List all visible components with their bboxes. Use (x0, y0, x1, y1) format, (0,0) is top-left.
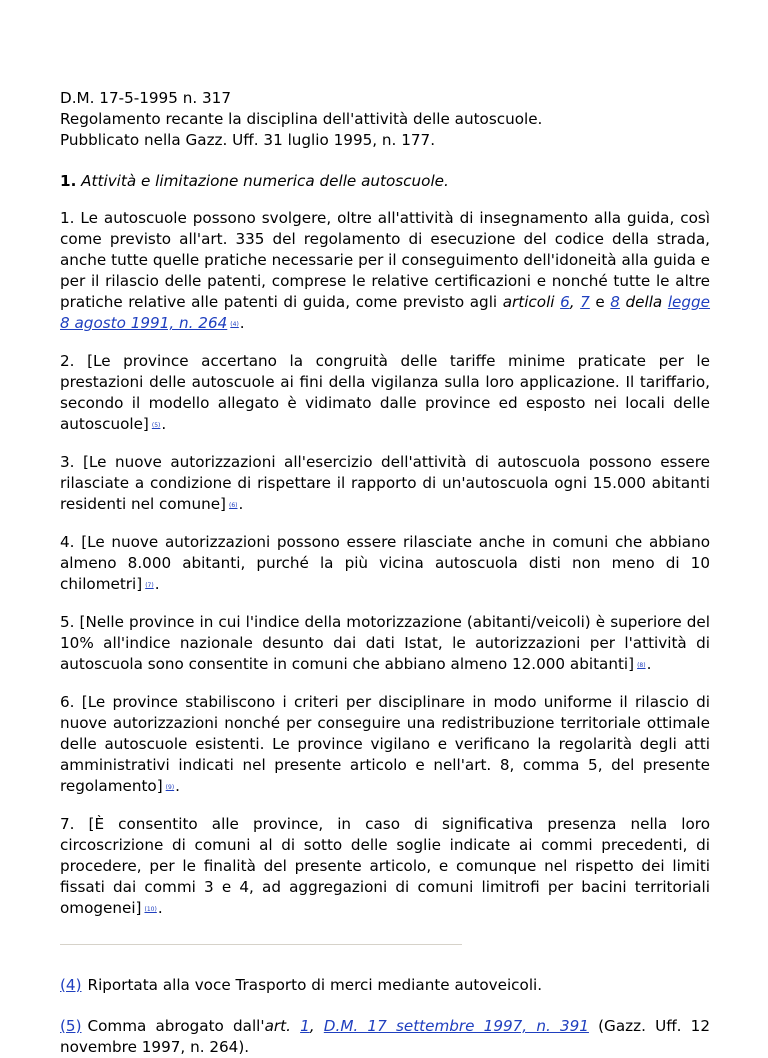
footnote-5-text: Comma abrogato dall' (87, 1017, 265, 1035)
period: . (161, 415, 167, 433)
period: . (157, 899, 163, 917)
paragraph-4 (60, 532, 710, 596)
footnote-ref-10[interactable]: (10) (144, 906, 157, 913)
footnote-ref-5[interactable]: (5) (151, 422, 161, 429)
link-dm-391[interactable]: D.M. 17 settembre 1997, n. 391 (323, 1017, 589, 1035)
comma-separator: , (569, 293, 581, 311)
paragraph-1 (60, 208, 710, 335)
conjunction: e (589, 293, 611, 311)
footnote-ref-6[interactable]: (6) (228, 502, 238, 509)
decree-title: Regolamento recante la disciplina dell'attività delle autoscuole. (60, 110, 543, 128)
footnote-ref-8[interactable]: (8) (637, 662, 646, 669)
footnote-5-publication: (Gazz. Uff. 12 novembre 1997, n. 264). (60, 1017, 711, 1056)
document-header (60, 88, 710, 151)
document-body (60, 88, 710, 1058)
period: . (154, 575, 160, 593)
paragraph-2-text: 2. [Le province accertano la congruità delle tariffe minime praticate per le prestazioni delle autoscuole ai fini della vigilanza sulla loro applicazione. Il tariffario, secondo il modello allegato è vidimato dalle province ed esposto nei locali delle autoscuole] (60, 352, 710, 433)
footnote-ref-7[interactable]: (7) (145, 582, 154, 589)
footnote-5-backlink[interactable]: (5) (60, 1017, 82, 1035)
link-art-8[interactable]: 8 (610, 293, 620, 311)
article-number: 1. (60, 172, 77, 190)
period: . (238, 495, 244, 513)
paragraph-4-text: 4. [Le nuove autorizzazioni possono essere rilasciate anche in comuni che abbiano almeno 8.000 abitanti, purché la più vicina autoscuola disti non meno di 10 chilometri] (60, 533, 710, 593)
article-title: Attività e limitazione numerica delle autoscuole. (81, 172, 449, 190)
footnote-4 (60, 975, 710, 996)
paragraph-1-text: 1. Le autoscuole possono svolgere, oltre all'attività di insegnamento alla guida, così come previsto all'art. 335 del regolamento di esecuzione del codice della strada, anche tutte quelle pratiche necessarie per il conseguimento dell'idoneità alla guida e per il rilascio delle patenti, comprese le relative certificazioni e nonché tutte le altre pratiche relative alle patenti di guida, come previsto agli (60, 209, 710, 311)
art-label: art. (264, 1017, 291, 1035)
space (291, 1017, 300, 1035)
period: . (175, 777, 180, 795)
comma-separator: , (309, 1017, 324, 1035)
footnote-4-text: Riportata alla voce Trasporto di merci mediante autoveicoli. (87, 976, 543, 994)
footnote-5 (60, 1016, 710, 1058)
paragraph-7 (60, 814, 710, 920)
footnote-4-backlink[interactable]: (4) (60, 976, 82, 994)
articoli-label: articoli (502, 293, 555, 311)
period: . (646, 655, 652, 673)
paragraph-3-text: 3. [Le nuove autorizzazioni all'esercizio dell'attività di autoscuola possono essere rilasciate a condizione di rispettare il rapporto di un'autoscuola ogni 15.000 abitanti residenti nel comune] (60, 453, 710, 513)
period: . (239, 314, 245, 332)
decree-id: D.M. 17-5-1995 n. 317 (60, 89, 231, 107)
della-label: della (619, 293, 668, 311)
link-art-6[interactable]: 6 (560, 293, 570, 311)
paragraph-5-text: 5. [Nelle province in cui l'indice della motorizzazione (abitanti/veicoli) è superiore del 10% all'indice nazionale desunto dai dati Istat, le autorizzazioni per l'attività di autoscuola sono consentite in comuni che abbiano almeno 12.000 abitanti] (60, 613, 710, 673)
publication-info: Pubblicato nella Gazz. Uff. 31 luglio 1995, n. 177. (60, 131, 436, 149)
article-heading (60, 171, 710, 192)
paragraph-6 (60, 692, 710, 798)
paragraph-3 (60, 452, 710, 516)
footnote-separator (60, 944, 462, 945)
link-art-7[interactable]: 7 (580, 293, 590, 311)
paragraph-7-text: 7. [È consentito alle province, in caso di significativa presenza nella loro circoscrizione di comuni al di sotto delle soglie indicate ai commi precedenti, di procedere, per le finalità del presente articolo, e comunque nel rispetto dei limiti fissati dai commi 3 e 4, ad aggregazioni di comuni limitrofi per bacini territoriali omogenei] (60, 815, 710, 917)
paragraph-6-text: 6. [Le province stabiliscono i criteri per disciplinare in modo uniforme il rilascio di nuove autorizzazioni nonché per conseguire una redistribuzione territoriale ottimale delle autoscuole esistenti. Le province vigilano e verificano la regolarità degli atti amministrativi indicati nel presente articolo e nell'art. 8, comma 5, del presente regolamento] (60, 693, 710, 795)
link-legge-264[interactable]: legge 8 agosto 1991, n. 264 (60, 293, 711, 332)
footnote-ref-9[interactable]: (9) (165, 784, 175, 791)
link-art-1[interactable]: 1 (300, 1017, 310, 1035)
paragraph-5 (60, 612, 710, 676)
paragraph-2 (60, 351, 710, 436)
footnote-ref-4[interactable]: (4) (230, 321, 239, 328)
